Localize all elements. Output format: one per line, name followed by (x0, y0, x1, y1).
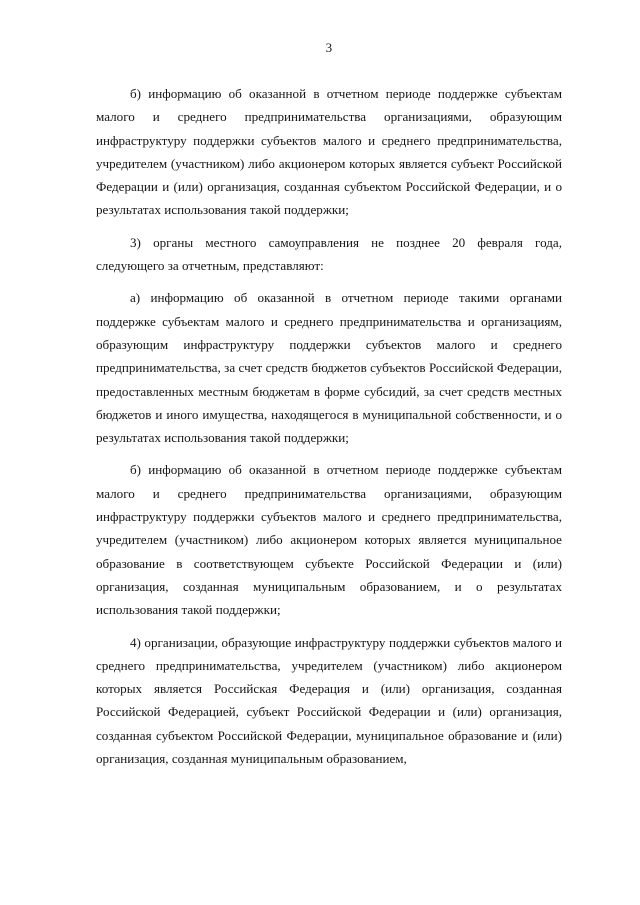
paragraph-b-1: б) информацию об оказанной в отчетном периоде поддержке субъектам малого и среднего предпринимательства организациями, образующим инфраструктуру поддержки субъектов малого и среднего предпринимательства, учредителем (участником) либо акционером которых является субъект Российской Федерации и (или) организация, созданная субъектом Российской Федерации, и о результатах использования такой поддержки; (96, 86, 562, 218)
paragraph-item-3: 3) органы местного самоуправления не позднее 20 февраля года, следующего за отчетным, представляют: (96, 234, 562, 274)
paragraph-item-4: 4) организации, образующие инфраструктуру поддержки субъектов малого и среднего предпринимательства, учредителем (участником) либо акционером которых является Российская Федерация и (или) организация, созданная Российской Федерацией, субъект Российской Федерации и (или) организация, созданная субъектом Российской Федерации, муниципальное образование и (или) организация, созданная муниципальным образованием, (96, 634, 562, 767)
paragraph-b-2: б) информацию об оказанной в отчетном периоде поддержке субъектам малого и среднего предпринимательства организациями, образующим инфраструктуру поддержки субъектов малого и среднего предпринимательства, учредителем (участником) либо акционером которых является муниципальное образование в соответствующем субъекте Российской Федерации и (или) организация, созданная муниципальным образованием, и о результатах использования такой поддержки; (96, 462, 562, 618)
page-number: 3 (325, 40, 333, 55)
paragraph-a-1: а) информацию об оказанной в отчетном периоде такими органами поддержке субъектам малого и среднего предпринимательства и организациям, образующим инфраструктуру поддержки субъектов малого и среднего предпринимательства, за счет средств бюджетов субъектов Российской Федерации, предоставленных местным бюджетам в форме субсидий, за счет средств местных бюджетов и иного имущества, находящегося в муниципальной собственности, и о результатах использования такой поддержки; (96, 290, 562, 446)
document-body (96, 82, 562, 770)
